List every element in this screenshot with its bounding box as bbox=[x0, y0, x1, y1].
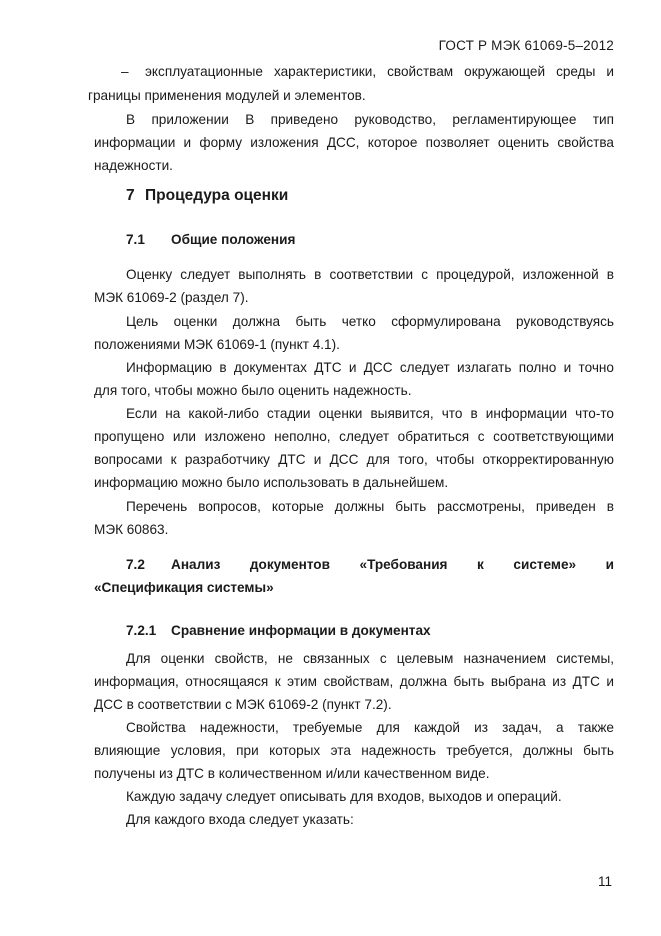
paragraph-line: Для оценки свойств, не связанных с целевым назначением системы, bbox=[126, 651, 614, 666]
document-header: ГОСТ Р МЭК 61069-5–2012 bbox=[438, 38, 614, 53]
paragraph-line: МЭК 61069-2 (раздел 7). bbox=[94, 290, 249, 305]
subsection-number: 7.2.1 bbox=[126, 623, 157, 638]
paragraph-line: В приложении В приведено руководство, регламентирующее тип bbox=[126, 112, 614, 127]
paragraph-line: Для каждого входа следует указать: bbox=[126, 812, 354, 827]
paragraph-line: ДСС в соответствии с МЭК 61069-2 (пункт 7.2). bbox=[94, 697, 392, 712]
paragraph-line: положениями МЭК 61069-1 (пункт 4.1). bbox=[94, 337, 340, 352]
paragraph-line: для того, чтобы можно было оценить надежность. bbox=[94, 383, 412, 398]
subsection-number: 7.2 bbox=[126, 557, 145, 572]
paragraph-line: Информацию в документах ДТС и ДСС следует излагать полно и точно bbox=[126, 360, 614, 375]
subsection-title: Общие положения bbox=[171, 232, 296, 247]
paragraph-line: Перечень вопросов, которые должны быть рассмотрены, приведен в bbox=[126, 499, 614, 514]
paragraph-line: получены из ДТС в количественном и/или качественном виде. bbox=[94, 766, 490, 781]
paragraph-line: информацию можно было использовать в дальнейшем. bbox=[94, 475, 449, 490]
paragraph-line: МЭК 60863. bbox=[94, 522, 169, 537]
section-number: 7 bbox=[126, 187, 135, 204]
intro-line: границы применения модулей и элементов. bbox=[88, 88, 366, 103]
paragraph-line: надежности. bbox=[94, 158, 173, 173]
paragraph-line: Каждую задачу следует описывать для входов, выходов и операций. bbox=[126, 789, 562, 804]
intro-line: эксплуатационные характеристики, свойствам окружающей среды и bbox=[145, 64, 614, 79]
subsection-number: 7.1 bbox=[126, 232, 145, 247]
page-number: 11 bbox=[598, 874, 613, 889]
paragraph-line: влияющие условия, при которых эта надежность требуется, должны быть bbox=[94, 743, 614, 758]
subsection-title: Анализ документов «Требования к системе» и bbox=[171, 557, 614, 572]
paragraph-line: вопросами к разработчику ДТС и ДСС для того, чтобы откорректированную bbox=[94, 452, 614, 467]
paragraph-line: пропущено или изложено неполно, следует обратиться с соответствующими bbox=[94, 429, 614, 444]
paragraph-line: информация, относящаяся к этим свойствам, должна быть выбрана из ДТС и bbox=[94, 674, 614, 689]
section-title: Процедура оценки bbox=[145, 187, 289, 204]
paragraph-line: Если на какой-либо стадии оценки выявится, что в информации что-то bbox=[126, 406, 614, 421]
paragraph-line: Цель оценки должна быть четко сформулирована руководствуясь bbox=[126, 314, 614, 329]
paragraph-line: информации и форму изложения ДСС, которое позволяет оценить свойства bbox=[94, 135, 614, 150]
subsection-title: Сравнение информации в документах bbox=[171, 623, 431, 638]
paragraph-line: Свойства надежности, требуемые для каждой из задач, а также bbox=[126, 720, 614, 735]
list-dash: – bbox=[121, 64, 129, 79]
subsection-title: «Спецификация системы» bbox=[94, 580, 274, 595]
paragraph-line: Оценку следует выполнять в соответствии с процедурой, изложенной в bbox=[126, 267, 614, 282]
